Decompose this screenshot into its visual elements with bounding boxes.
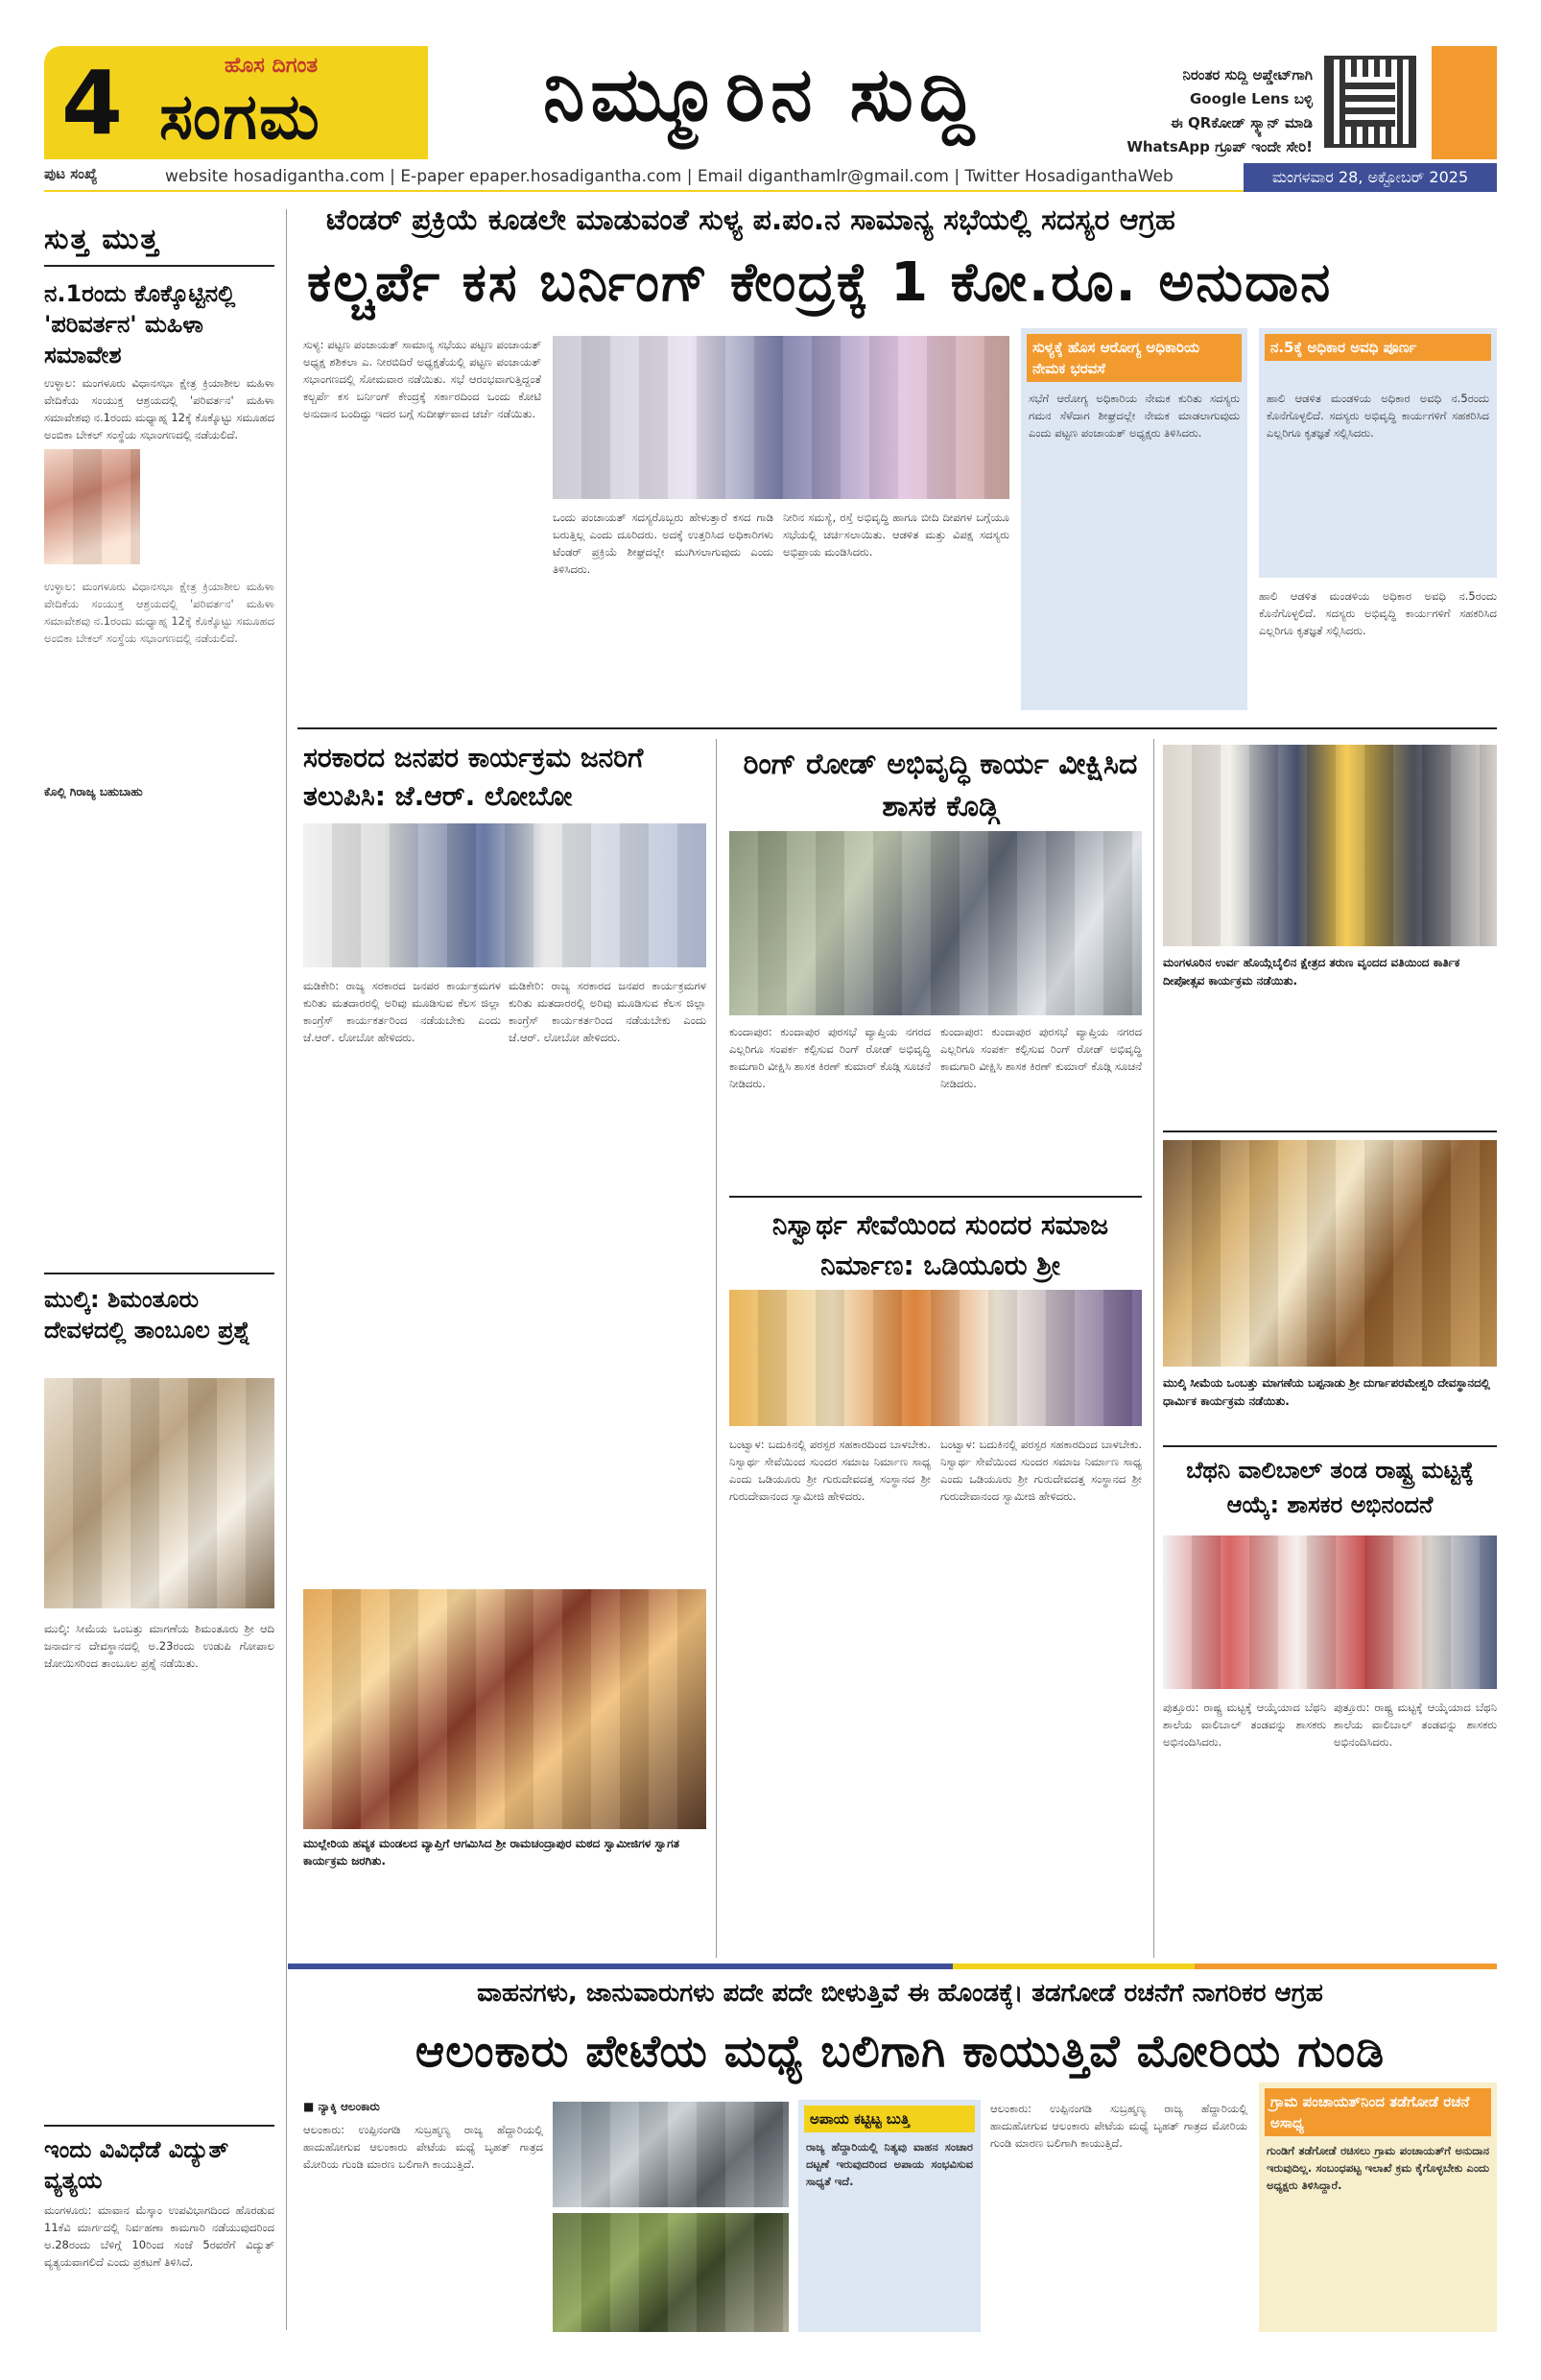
lobo-headline[interactable]: ಸರಕಾರದ ಜನಪರ ಕಾರ್ಯಕ್ರಮ ಜನರಿಗೆ ತಲುಪಿಸಿ: ಜೆ.ಆರ್. ಲೋಬೋ [303, 742, 644, 812]
lobo-photo [303, 823, 706, 967]
sidebar-box [1021, 328, 1247, 710]
danger-box [798, 2100, 981, 2332]
temple-event-photo [1163, 1140, 1497, 1367]
box-body: ಹಾಲಿ ಆಡಳಿತ ಮಂಡಳಿಯ ಅಧಿಕಾರ ಅವಧಿ ನ.5ರಂದು ಕೊನೆಗೊಳ್ಳಲಿದೆ. ಸದಸ್ಯರು ಅಭಿವೃದ್ಧಿ ಕಾರ್ಯಗಳಿಗೆ ಸಹಕರಿಸಿದ ಎಲ್ಲರಿಗೂ ಕೃತಜ್ಞತೆ ಸಲ್ಲಿಸಿದರು. [1267, 392, 1489, 440]
ringroad-photo [729, 831, 1142, 1015]
divider [44, 265, 274, 267]
promo-line: ಈ QRಕೋಡ್ ಸ್ಕ್ಯಾನ್ ಮಾಡಿ [1170, 114, 1313, 131]
masthead [44, 46, 1497, 159]
odiyur-headline[interactable]: ನಿಸ್ವಾರ್ಥ ಸೇವೆಯಿಂದ ಸುಂದರ ಸಮಾಜ ನಿರ್ಮಾಣ: ಒಡಿಯೂರು ಶ್ರೀ [771, 1209, 1109, 1281]
lobo-body-col2: ಮಡಿಕೇರಿ: ರಾಜ್ಯ ಸರಕಾರದ ಜನಪರ ಕಾರ್ಯಕ್ರಮಗಳ ಕುರಿತು ಮತದಾರರಲ್ಲಿ ಅರಿವು ಮೂಡಿಸುವ ಕೆಲಸ ಜಿಲ್ಲಾ ಕಾಂಗ್ರೆಸ್ ಕಾರ್ಯಕರ್ತರಿಂದ ನಡೆಯಬೇಕು ಎಂದು ಜೆ.ಆರ್. ಲೋಬೋ ಹೇಳಿದರು. [509, 979, 706, 1044]
vehicle-photo [553, 2102, 789, 2207]
sidebar-section-title: ಸುತ್ತ ಮುತ್ತ [44, 223, 160, 256]
info-bar [44, 163, 1497, 192]
promo-line: Google Lens ಬಳ್ಳಿ [1189, 90, 1313, 107]
lead-body-col1: ಸುಳ್ಯ: ಪಟ್ಟಣ ಪಂಚಾಯತ್ ಸಾಮಾನ್ಯ ಸಭೆಯು ಪಟ್ಟಣ ಪಂಚಾಯತ್ ಅಧ್ಯಕ್ಷ ಶಶಿಕಲಾ ಎ. ನೀರಬಿದಿರೆ ಅಧ್ಯಕ್ಷತೆಯಲ್ಲಿ ಪಟ್ಟಣ ಪಂಚಾಯತ್ ಸಭಾಂಗಣದಲ್ಲಿ ಸೋಮವಾರ ನಡೆಯಿತು. ಸಭೆ ಆರಂಭವಾಗುತ್ತಿದ್ದಂತೆ ಕಲ್ಚರ್ಪೆ ಕಸ ಬರ್ನಿಂಗ್ ಕೇಂದ್ರಕ್ಕೆ ಸರ್ಕಾರದಿಂದ ಒಂದು ಕೋಟಿ ಅನುದಾನ ಬಂದಿದ್ದು ಇದರ ಬಗ್ಗೆ ಸುದೀರ್ಘವಾದ ಚರ್ಚೆ ನಡೆಯಿತು. [303, 338, 541, 420]
ceremony-photo [303, 1589, 706, 1829]
ceremony-caption: ಮುಲ್ಲೇರಿಯ ಹವ್ಯಕ ಮಂಡಲದ ವ್ಯಾಪ್ತಿಗೆ ಆಗಮಿಸಿದ ಶ್ರೀ ರಾಮಚಂದ್ರಾಪುರ ಮಠದ ಸ್ವಾಮೀಜಿಗಳ ಸ್ವಾಗತ ಕಾರ್ಯಕ್ರಮ ಜರಗಿತು. [303, 1837, 679, 1868]
ringroad-body-col1: ಕುಂದಾಪುರ: ಕುಂದಾಪುರ ಪುರಸಭೆ ವ್ಯಾಪ್ತಿಯ ನಗರದ ಎಲ್ಲರಿಗೂ ಸಂಪರ್ಕ ಕಲ್ಪಿಸುವ ರಿಂಗ್ ರೋಡ್ ಅಭಿವೃದ್ಧಿ ಕಾಮಗಾರಿ ವೀಕ್ಷಿಸಿ ಶಾಸಕ ಕಿರಣ್ ಕುಮಾರ್ ಕೊಡ್ಗಿ ಸೂಚನೆ ನೀಡಿದರು. [729, 1025, 931, 1090]
lead-headline[interactable]: ಕಲ್ಚರ್ಪೆ ಕಸ ಬರ್ನಿಂಗ್ ಕೇಂದ್ರಕ್ಕೆ 1 ಕೋ.ರೂ. ಅನುದಾನ [307, 251, 1333, 314]
box-body: ಗುಂಡಿಗೆ ತಡೆಗೋಡೆ ರಚಿಸಲು ಗ್ರಾಮ ಪಂಚಾಯತ್‌ಗೆ ಅನುದಾನ ಇರುವುದಿಲ್ಲ. ಸಂಬಂಧಪಟ್ಟ ಇಲಾಖೆ ಕ್ರಮ ಕೈಗೊಳ್ಳಬೇಕು ಎಂದು ಅಧ್ಯಕ್ಷರು ತಿಳಿಸಿದ್ದಾರೆ. [1267, 2144, 1489, 2192]
lobo-body-col1: ಮಡಿಕೇರಿ: ರಾಜ್ಯ ಸರಕಾರದ ಜನಪರ ಕಾರ್ಯಕ್ರಮಗಳ ಕುರಿತು ಮತದಾರರಲ್ಲಿ ಅರಿವು ಮೂಡಿಸುವ ಕೆಲಸ ಜಿಲ್ಲಾ ಕಾಂಗ್ರೆಸ್ ಕಾರ್ಯಕರ್ತರಿಂದ ನಡೆಯಬೇಕು ಎಂದು ಜೆ.ಆರ್. ಲೋಬೋ ಹೇಳಿದರು. [303, 979, 501, 1044]
bottom-body-col2: ಆಲಂಕಾರು: ಉಪ್ಪಿನಂಗಡಿ ಸುಬ್ರಹ್ಮಣ್ಯ ರಾಜ್ಯ ಹೆದ್ದಾರಿಯಲ್ಲಿ ಹಾದುಹೋಗುವ ಆಲಂಕಾರು ಪೇಟೆಯ ಮಧ್ಯೆ ಬೃಹತ್ ಗಾತ್ರದ ಮೋರಿಯ ಗುಂಡಿ ಮಾರಣ ಬಲಿಗಾಗಿ ಕಾಯುತ್ತಿದೆ. [990, 2102, 1247, 2150]
brand-top-text: ಹೊಸ ದಿಗಂತ [225, 54, 319, 78]
box-title: ಅಪಾಯ ಕಟ್ಟಿಟ್ಟ ಬುತ್ತಿ [804, 2106, 975, 2132]
odiyur-body-col1: ಬಂಟ್ವಾಳ: ಬದುಕಿನಲ್ಲಿ ಪರಸ್ಪರ ಸಹಕಾರದಿಂದ ಬಾಳಬೇಕು. ನಿಸ್ವಾರ್ಥ ಸೇವೆಯಿಂದ ಸುಂದರ ಸಮಾಜ ನಿರ್ಮಾಣ ಸಾಧ್ಯ ಎಂದು ಒಡಿಯೂರು ಶ್ರೀ ಗುರುದೇವದತ್ತ ಸಂಸ್ಥಾನದ ಶ್ರೀ ಗುರುದೇವಾನಂದ ಸ್ವಾಮೀಜಿ ಹೇಳಿದರು. [729, 1438, 931, 1503]
contact-links[interactable]: website hosadigantha.com | E-paper epaper.hosadigantha.com | Email diganthamlr@gmail.com | Twitter HosadiganthaWeb [165, 167, 1174, 186]
volleyball-body-col1: ಪುತ್ತೂರು: ರಾಷ್ಟ್ರ ಮಟ್ಟಕ್ಕೆ ಆಯ್ಕೆಯಾದ ಬೆಥನಿ ಶಾಲೆಯ ವಾಲಿಬಾಲ್ ತಂಡವನ್ನು ಶಾಸಕರು ಅಭಿನಂದಿಸಿದರು. [1163, 1701, 1326, 1749]
issue-date: ಮಂಗಳವಾರ 28, ಅಕ್ಟೋಬರ್ 2025 [1244, 163, 1497, 192]
qr-promo-text [1082, 63, 1313, 159]
sidebar-story-headline[interactable]: ಮುಲ್ಕಿ: ಶಿಮಂತೂರು ದೇವಳದಲ್ಲಿ ತಾಂಬೂಲ ಪ್ರಶ್ನೆ [44, 1286, 250, 1344]
sidebar-box [1259, 328, 1497, 578]
divider [44, 1273, 274, 1274]
page-label: ಪುಟ ಸಂಖ್ಯೆ [44, 165, 98, 182]
sidebar-story-headline[interactable]: ಇಂದು ವಿವಿಧೆಡೆ ವಿದ್ಯುತ್ ವ್ಯತ್ಯಯ [44, 2136, 229, 2194]
odiyur-photo [729, 1290, 1142, 1426]
meeting-photo [553, 336, 1009, 499]
lead-body-col4: ಹಾಲಿ ಆಡಳಿತ ಮಂಡಳಿಯ ಅಧಿಕಾರ ಅವಧಿ ನ.5ರಂದು ಕೊನೆಗೊಳ್ಳಲಿದೆ. ಸದಸ್ಯರು ಅಭಿವೃದ್ಧಿ ಕಾರ್ಯಗಳಿಗೆ ಸಹಕರಿಸಿದ ಎಲ್ಲರಿಗೂ ಕೃತಜ್ಞತೆ ಸಲ್ಲಿಸಿದರು. [1259, 589, 1497, 637]
sidebar-story-body: ಮುಲ್ಕಿ: ಸೀಮೆಯ ಒಂಬತ್ತು ಮಾಗಣೆಯ ಶಿಮಂತೂರು ಶ್ರೀ ಆದಿ ಜನಾರ್ದನ ದೇವಸ್ಥಾನದಲ್ಲಿ ಅ.23ರಂದು ಉಡುಪಿ ಗೋಪಾಲ ಜೋಯಿಸರಿಂದ ತಾಂಬೂಲ ಪ್ರಶ್ನೆ ನಡೆಯಿತು. [44, 1622, 274, 1670]
edition-title: ನಿಮ್ಮೂರಿನ ಸುದ್ದಿ [543, 52, 981, 138]
bottom-body-col1: ಆಲಂಕಾರು: ಉಪ್ಪಿನಂಗಡಿ ಸುಬ್ರಹ್ಮಣ್ಯ ರಾಜ್ಯ ಹೆದ್ದಾರಿಯಲ್ಲಿ ಹಾದುಹೋಗುವ ಆಲಂಕಾರು ಪೇಟೆಯ ಮಧ್ಯೆ ಬೃಹತ್ ಗಾತ್ರದ ಮೋರಿಯ ಗುಂಡಿ ಮಾರಣ ಬಲಿಗಾಗಿ ಕಾಯುತ್ತಿದೆ. [303, 2123, 543, 2171]
section-divider-bar [288, 1964, 1497, 1969]
page-number: 4 [44, 46, 140, 159]
sidebar [44, 209, 274, 2330]
promo-line: ನಿರಂತರ ಸುದ್ದಿ ಅಪ್ಡೇಟ್‌ಗಾಗಿ [1182, 66, 1313, 83]
reporter-byline: ■ ನ್ಯಾಕ್ಕಿ ಆಲಂಕಾರು [303, 2100, 380, 2113]
promo-line: WhatsApp ಗ್ರೂಪ್ ಇಂದೇ ಸೇರಿ! [1126, 138, 1313, 155]
qr-code-icon[interactable] [1324, 56, 1416, 148]
divider [1163, 1130, 1497, 1132]
column-divider [286, 209, 287, 2330]
pit-photo [553, 2213, 789, 2332]
lead-body-col2: ಒಂದು ಪಂಚಾಯತ್ ಸದಸ್ಯರೊಬ್ಬರು ಹೇಳುತ್ತಾರೆ ಕಸದ ಗಾಡಿ ಬರುತ್ತಿಲ್ಲ ಎಂದು ದೂರಿದರು. ಅದಕ್ಕೆ ಉತ್ತರಿಸಿದ ಅಧಿಕಾರಿಗಳು ಟೆಂಡರ್ ಪ್ರಕ್ರಿಯೆ ಶೀಘ್ರದಲ್ಲೇ ಮುಗಿಸಲಾಗುವುದು ಎಂದು ತಿಳಿಸಿದರು. [553, 511, 773, 576]
odiyur-body-col2: ಬಂಟ್ವಾಳ: ಬದುಕಿನಲ್ಲಿ ಪರಸ್ಪರ ಸಹಕಾರದಿಂದ ಬಾಳಬೇಕು. ನಿಸ್ವಾರ್ಥ ಸೇವೆಯಿಂದ ಸುಂದರ ಸಮಾಜ ನಿರ್ಮಾಣ ಸಾಧ್ಯ ಎಂದು ಒಡಿಯೂರು ಶ್ರೀ ಗುರುದೇವದತ್ತ ಸಂಸ್ಥಾನದ ಶ್ರೀ ಗುರುದೇವಾನಂದ ಸ್ವಾಮೀಜಿ ಹೇಳಿದರು. [940, 1438, 1142, 1503]
divider [729, 1196, 1142, 1198]
divider [44, 2125, 274, 2127]
volleyball-body-col2: ಪುತ್ತೂರು: ರಾಷ್ಟ್ರ ಮಟ್ಟಕ್ಕೆ ಆಯ್ಕೆಯಾದ ಬೆಥನಿ ಶಾಲೆಯ ವಾಲಿಬಾಲ್ ತಂಡವನ್ನು ಶಾಸಕರು ಅಭಿನಂದಿಸಿದರು. [1334, 1701, 1497, 1749]
sidebar-story-body: ಮಂಗಳೂರು: ಮಾವಾನ ಮೆಸ್ಕಾಂ ಉಪವಿಭಾಗದಿಂದ ಹೊರಡುವ 11ಕೆವಿ ಮಾರ್ಗದಲ್ಲಿ ನಿರ್ವಹಣಾ ಕಾಮಗಾರಿ ನಡೆಯುವುದರಿಂದ ಅ.28ರಂದು ಬೆಳಿಗ್ಗೆ 10ರಿಂದ ಸಂಜೆ 5ರವರೆಗೆ ವಿದ್ಯುತ್ ವ್ಯತ್ಯಯವಾಗಲಿದೆ ಎಂದು ಪ್ರಕಟಣೆ ತಿಳಿಸಿದೆ. [44, 2203, 274, 2269]
ringroad-body-col2: ಕುಂದಾಪುರ: ಕುಂದಾಪುರ ಪುರಸಭೆ ವ್ಯಾಪ್ತಿಯ ನಗರದ ಎಲ್ಲರಿಗೂ ಸಂಪರ್ಕ ಕಲ್ಪಿಸುವ ರಿಂಗ್ ರೋಡ್ ಅಭಿವೃದ್ಧಿ ಕಾಮಗಾರಿ ವೀಕ್ಷಿಸಿ ಶಾಸಕ ಕಿರಣ್ ಕುಮಾರ್ ಕೊಡ್ಗಿ ಸೂಚನೆ ನೀಡಿದರು. [940, 1025, 1142, 1090]
sidebar-subhead: ಕೊಲ್ಲಿ ಗಿರಾಜ್ಯ ಬಹುಬಾಹು [44, 785, 143, 798]
decorative-block [1432, 46, 1497, 159]
lead-kicker[interactable]: ಟೆಂಡರ್ ಪ್ರಕ್ರಿಯೆ ಕೂಡಲೇ ಮಾಡುವಂತೆ ಸುಳ್ಯ ಪ.ಪಂ.ನ ಸಾಮಾನ್ಯ ಸಭೆಯಲ್ಲಿ ಸದಸ್ಯರ ಆಗ್ರಹ [326, 203, 1175, 237]
column-divider [716, 739, 717, 1958]
sidebar-story-continued: ಉಳ್ಳಾಲ: ಮಂಗಳೂರು ವಿಧಾನಸಭಾ ಕ್ಷೇತ್ರ ಕ್ರಿಯಾಶೀಲ ಮಹಿಳಾ ವೇದಿಕೆಯ ಸಂಯುಕ್ತ ಆಶ್ರಯದಲ್ಲಿ 'ಪರಿವರ್ತನ' ಮಹಿಳಾ ಸಮಾವೇಶವು ನ.1ರಂದು ಮಧ್ಯಾಹ್ನ 12ಕ್ಕೆ ಕೊಕ್ಕೊಟ್ಟು ಸಮೂಹದ ಅಂಬಿಕಾ ಬೇಕಲ್ ಸಂಸ್ಥೆಯ ಸಭಾಂಗಣದಲ್ಲಿ ನಡೆಯಲಿದೆ. [44, 580, 274, 645]
box-body: ಸಭೆಗೆ ಆರೋಗ್ಯ ಅಧಿಕಾರಿಯ ನೇಮಕ ಕುರಿತು ಸದಸ್ಯರು ಗಮನ ಸೆಳೆದಾಗ ಶೀಘ್ರದಲ್ಲೇ ನೇಮಕ ಮಾಡಲಾಗುವುದು ಎಂದು ಪಟ್ಟಣ ಪಂಚಾಯತ್ ಅಧ್ಯಕ್ಷರು ತಿಳಿಸಿದರು. [1029, 392, 1240, 440]
volleyball-headline[interactable]: ಬೆಥನಿ ವಾಲಿಬಾಲ್ ತಂಡ ರಾಷ್ಟ್ರ ಮಟ್ಟಕ್ಕೆ ಆಯ್ಕೆ: ಶಾಸಕರ ಅಭಿನಂದನೆ [1186, 1457, 1474, 1518]
temple-event-caption: ಮುಲ್ಕಿ ಸೀಮೆಯ ಒಂಬತ್ತು ಮಾಗಣೆಯ ಬಪ್ಪನಾಡು ಶ್ರೀ ದುರ್ಗಾಪರಮೇಶ್ವರಿ ದೇವಸ್ಥಾನದಲ್ಲಿ ಧಾರ್ಮಿಕ ಕಾರ್ಯಕ್ರಮ ನಡೆಯಿತು. [1163, 1376, 1490, 1408]
ringroad-headline[interactable]: ರಿಂಗ್ ರೋಡ್ ಅಭಿವೃದ್ಧಿ ಕಾರ್ಯ ವೀಕ್ಷಿಸಿದ ಶಾಸಕ ಕೊಡ್ಗಿ [743, 748, 1138, 823]
group-caption: ಮಂಗಳೂರಿನ ಉರ್ವ ಹೊಯ್ಗೆಬೈಲಿನ ಕ್ಷೇತ್ರದ ತರುಣ ವೃಂದದ ವತಿಯಿಂದ ಕಾರ್ತಿಕ ದೀಪೋತ್ಸವ ಕಾರ್ಯಕ್ರಮ ನಡೆಯಿತು. [1163, 956, 1460, 988]
volleyball-photo [1163, 1535, 1497, 1689]
panchayat-box [1259, 2082, 1497, 2332]
bottom-headline[interactable]: ಆಲಂಕಾರು ಪೇಟೆಯ ಮಧ್ಯೆ ಬಲಿಗಾಗಿ ಕಾಯುತ್ತಿವೆ ಮೋರಿಯ ಗುಂಡಿ [415, 2025, 1386, 2077]
sidebar-story-headline[interactable]: ನ.1ರಂದು ಕೊಕ್ಕೊಟ್ಟಿನಲ್ಲಿ 'ಪರಿವರ್ತನ' ಮಹಿಳಾ ಸಮಾವೇಶ [44, 280, 236, 369]
box-title: ಗ್ರಾಮ ಪಂಚಾಯತ್‌ನಿಂದ ತಡೆಗೋಡೆ ರಚನೆ ಅಸಾಧ್ಯ [1265, 2088, 1491, 2136]
column-divider [1153, 739, 1154, 1958]
lead-body-col3: ನೀರಿನ ಸಮಸ್ಯೆ, ರಸ್ತೆ ಅಭಿವೃದ್ಧಿ ಹಾಗೂ ಬೀದಿ ದೀಪಗಳ ಬಗ್ಗೆಯೂ ಸಭೆಯಲ್ಲಿ ಚರ್ಚಿಸಲಾಯಿತು. ಆಡಳಿತ ಮತ್ತು ವಿಪಕ್ಷ ಸದಸ್ಯರು ಅಭಿಪ್ರಾಯ ಮಂಡಿಸಿದರು. [783, 511, 1009, 559]
brand-logo [140, 46, 428, 159]
divider [297, 727, 1497, 729]
sidebar-story-body: ಉಳ್ಳಾಲ: ಮಂಗಳೂರು ವಿಧಾನಸಭಾ ಕ್ಷೇತ್ರ ಕ್ರಿಯಾಶೀಲ ಮಹಿಳಾ ವೇದಿಕೆಯ ಸಂಯುಕ್ತ ಆಶ್ರಯದಲ್ಲಿ 'ಪರಿವರ್ತನ' ಮಹಿಳಾ ಸಮಾವೇಶವು ನ.1ರಂದು ಮಧ್ಯಾಹ್ನ 12ಕ್ಕೆ ಕೊಕ್ಕೊಟ್ಟು ಸಮೂಹದ ಅಂಬಿಕಾ ಬೇಕಲ್ ಸಂಸ್ಥೆಯ ಸಭಾಂಗಣದಲ್ಲಿ ನಡೆಯಲಿದೆ. [44, 376, 274, 441]
box-title: ಸುಳ್ಯಕ್ಕೆ ಹೊಸ ಆರೋಗ್ಯ ಅಧಿಕಾರಿಯ ನೇಮಕ ಭರವಸೆ [1027, 334, 1242, 382]
group-photo [1163, 745, 1497, 946]
divider [1163, 1445, 1497, 1447]
brand-name: ಸಂಗಮ [159, 79, 321, 154]
bottom-kicker[interactable]: ವಾಹನಗಳು, ಜಾನುವಾರುಗಳು ಪದೇ ಪದೇ ಬೀಳುತ್ತಿವೆ ಈ ಹೊಂಡಕ್ಕೆ। ತಡಗೋಡೆ ರಚನೆಗೆ ನಾಗರಿಕರ ಆಗ್ರಹ [477, 1979, 1323, 2008]
temple-photo [44, 1378, 274, 1608]
box-body: ರಾಜ್ಯ ಹೆದ್ದಾರಿಯಲ್ಲಿ ನಿತ್ಯವು ವಾಹನ ಸಂಚಾರ ದಟ್ಟಣೆ ಇರುವುದರಿಂದ ಅಪಾಯ ಸಂಭವಿಸುವ ಸಾಧ್ಯತೆ ಇದೆ. [806, 2140, 973, 2188]
portrait-photo [44, 449, 140, 564]
box-title: ನ.5ಕ್ಕೆ ಅಧಿಕಾರ ಅವಧಿ ಪೂರ್ಣ [1265, 334, 1491, 361]
